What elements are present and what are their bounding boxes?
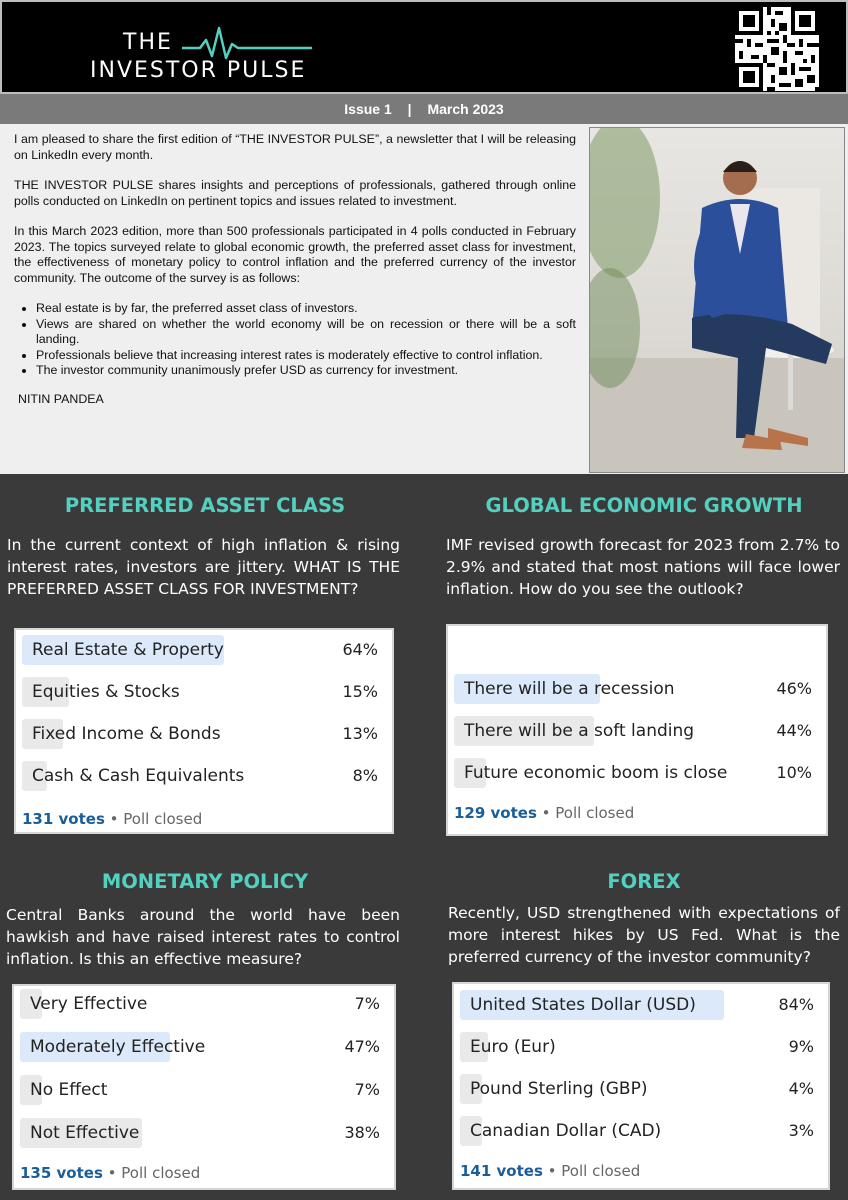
intro-paragraph-2: THE INVESTOR PULSE shares insights and perceptions of professionals, gathered through online polls conducted on LinkedIn on pertinent topics and issues related to investment.	[14, 178, 576, 208]
poll-option-label: There will be a recession	[464, 679, 675, 699]
poll-asset	[14, 628, 394, 834]
section-text-forex: Recently, USD strengthened with expectations of more interest hikes by US Fed. What is the preferred currency of the investor community?	[448, 904, 840, 966]
poll-option-label: Very Effective	[30, 994, 148, 1014]
poll-forex	[452, 982, 830, 1190]
poll-option-percent: 7%	[354, 1080, 380, 1099]
outcome-list	[36, 301, 576, 379]
qr-code-icon[interactable]	[735, 7, 819, 91]
intro-text	[0, 124, 586, 474]
masthead	[0, 0, 848, 94]
poll-option-percent: 64%	[342, 640, 378, 659]
author-photo-image	[589, 127, 845, 473]
poll-status: • Poll closed	[542, 1162, 641, 1180]
section-title-growth: GLOBAL ECONOMIC GROWTH	[485, 494, 803, 517]
poll-option-percent: 8%	[352, 766, 378, 785]
poll-option	[460, 990, 816, 1020]
pulse-line-icon	[182, 22, 312, 62]
poll-option	[20, 1118, 382, 1148]
section-title-forex: FOREX	[607, 870, 681, 893]
poll-option-label: Canadian Dollar (CAD)	[470, 1121, 662, 1141]
poll-growth	[446, 624, 828, 836]
poll-option	[454, 758, 814, 788]
poll-vote-count[interactable]: 129 votes	[454, 804, 537, 822]
poll-status: • Poll closed	[104, 810, 203, 828]
poll-option-percent: 3%	[788, 1121, 814, 1140]
poll-option-label: Pound Sterling (GBP)	[470, 1079, 648, 1099]
poll-option-percent: 47%	[344, 1037, 380, 1056]
poll-option-percent: 9%	[788, 1037, 814, 1056]
poll-option	[454, 716, 814, 746]
poll-option	[20, 989, 382, 1019]
poll-option	[460, 1074, 816, 1104]
poll-footer	[20, 1164, 200, 1182]
poll-option-label: Not Effective	[30, 1123, 140, 1143]
poll-option-label: Fixed Income & Bonds	[32, 724, 221, 744]
poll-option-label: There will be a soft landing	[464, 721, 695, 741]
poll-option	[22, 761, 380, 791]
outcome-item: • Views are shared on whether the world economy will be on recession or there will be a soft landing.	[36, 317, 576, 348]
poll-vote-count[interactable]: 135 votes	[20, 1164, 103, 1182]
poll-vote-count[interactable]: 141 votes	[460, 1162, 543, 1180]
poll-option-percent: 46%	[776, 679, 812, 698]
poll-footer	[460, 1162, 640, 1180]
poll-option-label: Euro (Eur)	[470, 1037, 556, 1057]
section-text-growth: IMF revised growth forecast for 2023 from 2.7% to 2.9% and stated that most nations will face lower inflation. How do you see the outlook?	[446, 536, 840, 598]
poll-option	[20, 1075, 382, 1105]
poll-footer	[454, 804, 634, 822]
poll-status: • Poll closed	[102, 1164, 201, 1182]
issue-separator: |	[407, 101, 412, 117]
poll-option-label: Cash & Cash Equivalents	[32, 766, 245, 786]
outcome-item: • The investor community unanimously prefer USD as currency for investment.	[36, 363, 576, 379]
poll-option	[22, 677, 380, 707]
poll-option-label: Real Estate & Property	[32, 640, 224, 660]
poll-option	[20, 1032, 382, 1062]
poll-option-percent: 7%	[354, 994, 380, 1013]
section-text-asset: In the current context of high inflation & rising interest rates, investors are jittery. WHAT IS THE PREFERRED ASSET CLASS FOR INVESTMENT?	[7, 536, 400, 598]
poll-vote-count[interactable]: 131 votes	[22, 810, 105, 828]
brand-the: THE	[123, 30, 173, 55]
poll-option-label: No Effect	[30, 1080, 108, 1100]
section-title-asset: PREFERRED ASSET CLASS	[64, 494, 346, 517]
poll-option	[22, 719, 380, 749]
poll-option-percent: 38%	[344, 1123, 380, 1142]
intro-paragraph-1: I am pleased to share the first edition of “THE INVESTOR PULSE”, a newsletter that I will be releasing on LinkedIn every month.	[14, 132, 576, 162]
poll-status: • Poll closed	[536, 804, 635, 822]
section-text-monetary: Central Banks around the world have been hawkish and have raised interest rates to control inflation. Is this an effective measure?	[6, 906, 400, 968]
outcome-item: • Professionals believe that increasing interest rates is moderately effective to control inflation.	[36, 348, 576, 364]
poll-monetary	[12, 984, 396, 1190]
poll-option-label: Future economic boom is close	[464, 763, 728, 783]
author-photo	[586, 124, 848, 474]
poll-footer	[22, 810, 202, 828]
section-title-monetary: MONETARY POLICY	[101, 870, 309, 893]
poll-option	[460, 1032, 816, 1062]
poll-option-percent: 13%	[342, 724, 378, 743]
brand-investor-pulse: INVESTOR PULSE	[90, 58, 307, 83]
poll-option	[460, 1116, 816, 1146]
outcome-item: • Real estate is by far, the preferred asset class of investors.	[36, 301, 576, 317]
brand-logo	[90, 16, 330, 86]
poll-option-percent: 84%	[778, 995, 814, 1014]
poll-option-label: Moderately Effective	[30, 1037, 206, 1057]
poll-option-percent: 44%	[776, 721, 812, 740]
poll-option	[22, 635, 380, 665]
poll-option-percent: 10%	[776, 763, 812, 782]
poll-option-percent: 15%	[342, 682, 378, 701]
issue-number: Issue 1	[344, 101, 392, 117]
poll-option-label: United States Dollar (USD)	[470, 995, 696, 1015]
intro-paragraph-3: In this March 2023 edition, more than 500 professionals participated in 4 polls conducted in February 2023. The topics surveyed relate to global economic growth, the preferred asset class for investment, the effectiveness of monetary policy to control inflation and the preferred currency of the investor community. The outcome of the survey is as follows:	[14, 224, 576, 285]
issue-date: March 2023	[427, 101, 504, 117]
issue-bar	[0, 94, 848, 124]
author-signature: NITIN PANDEA	[18, 391, 104, 406]
poll-option-label: Equities & Stocks	[32, 682, 180, 702]
poll-option	[454, 674, 814, 704]
poll-option-percent: 4%	[788, 1079, 814, 1098]
